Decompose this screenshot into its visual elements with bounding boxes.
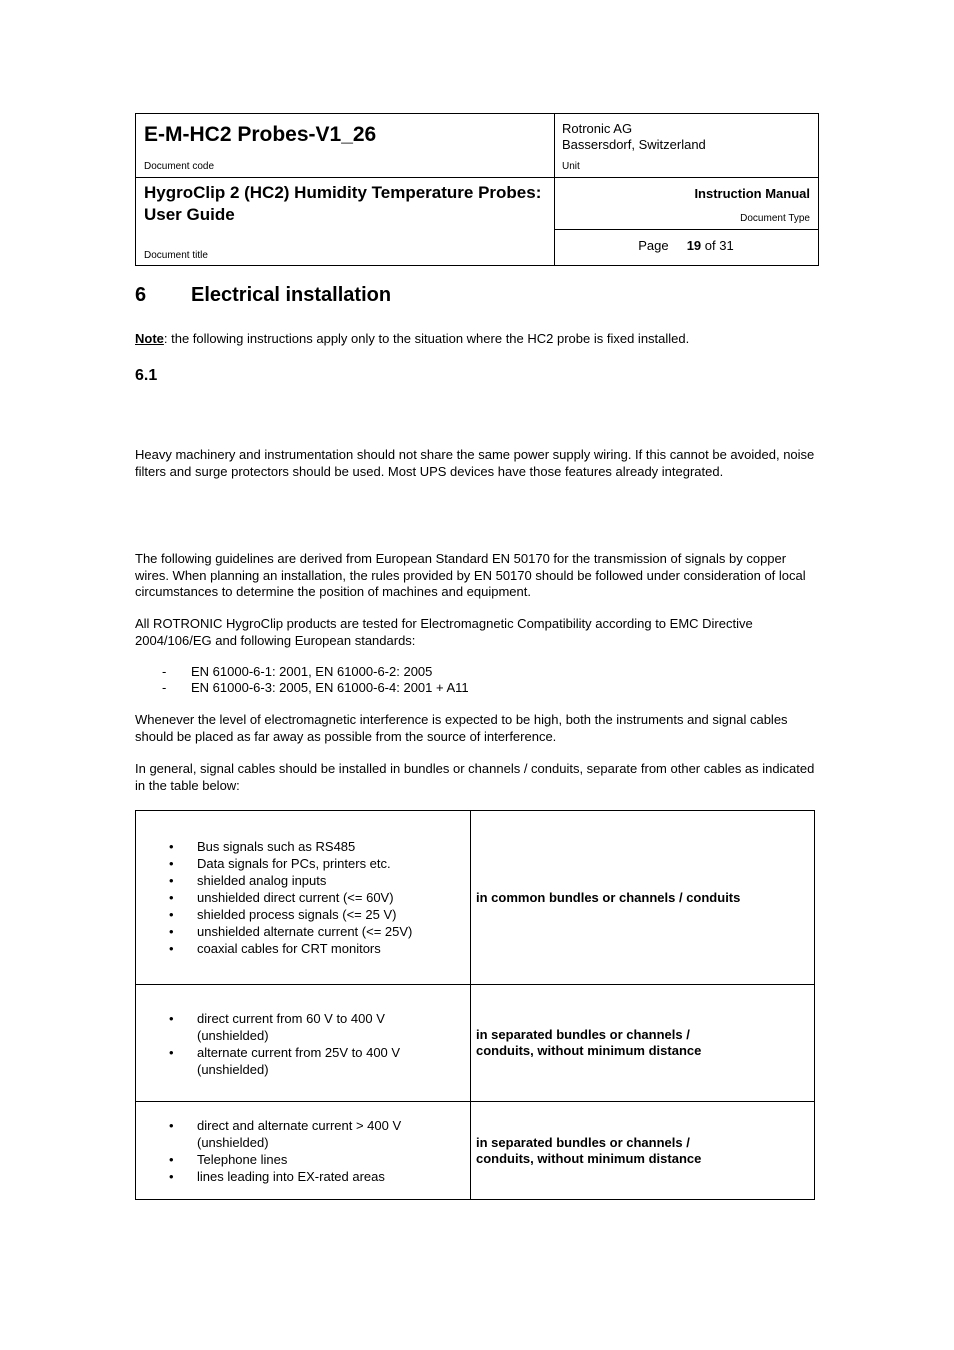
- table-row-1-rule: in common bundles or channels / conduits: [476, 890, 741, 905]
- page-indicator: [554, 238, 818, 253]
- list-item: • unshielded alternate current (<= 25V): [169, 924, 413, 939]
- paragraph-emc-tested: All ROTRONIC HygroClip products are tested for Electromagnetic Compatibility according to EMC Directive 2004/106/EG and following European standards:: [135, 616, 753, 648]
- list-item: • unshielded direct current (<= 60V): [169, 890, 394, 905]
- subsection-number: 6.1: [135, 367, 158, 384]
- table-row-2-items: [136, 1010, 470, 1078]
- section-title: Electrical installation: [191, 284, 392, 306]
- header-divider-right-bottom: [554, 229, 818, 230]
- list-item: • direct and alternate current > 400 V (unshielded): [169, 1118, 402, 1150]
- list-item: • Telephone lines: [169, 1152, 288, 1167]
- list-item: • shielded process signals (<= 25 V): [169, 907, 397, 922]
- document-code-label: Document code: [144, 161, 215, 172]
- list-item: • shielded analog inputs: [169, 873, 327, 888]
- paragraph-en50170: The following guidelines are derived from European Standard EN 50170 for the transmission of signals by copper wires. When planning an installation, the rules provided by EN 50170 should be followed under consideration of local circumstances to determine the position of machines and equipment.: [135, 551, 806, 599]
- table-divider-vertical: [470, 811, 471, 1199]
- document-type: Instruction Manual: [694, 186, 810, 201]
- document-header-table: [135, 113, 819, 266]
- note-text: : the following instructions apply only to the situation where the HC2 probe is fixed installed.: [163, 331, 690, 346]
- list-item: • lines leading into EX-rated areas: [169, 1169, 385, 1184]
- list-item: • alternate current from 25V to 400 V (unshielded): [169, 1045, 401, 1077]
- paragraph-interference: Whenever the level of electromagnetic interference is expected to be high, both the instruments and signal cables should be placed as far away as possible from the source of interference.: [135, 712, 788, 744]
- list-item: - EN 61000-6-3: 2005, EN 61000-6-4: 2001 + A11: [162, 680, 469, 695]
- document-title: HygroClip 2 (HC2) Humidity Temperature Probes: User Guide: [144, 183, 542, 224]
- unit-line-2: Bassersdorf, Switzerland: [562, 137, 706, 152]
- table-divider-row-2: [136, 1101, 814, 1102]
- note-label: Note: [135, 331, 164, 346]
- table-row-3-rule: in separated bundles or channels / conduits, without minimum distance: [476, 1135, 702, 1166]
- header-divider-right-top: [554, 177, 818, 178]
- paragraph-bundles: In general, signal cables should be installed in bundles or channels / conduits, separate from other cables as indicated in the table below:: [135, 761, 815, 793]
- table-divider-row-1: [136, 984, 814, 985]
- page-label: Page: [638, 238, 669, 253]
- document-type-label: Document Type: [740, 213, 810, 224]
- page-number: 19: [686, 238, 702, 253]
- unit-value: [562, 121, 706, 153]
- section-heading: [135, 284, 391, 307]
- unit-line-1: Rotronic AG: [562, 121, 633, 136]
- table-row-1-items: [136, 838, 470, 957]
- page-total: of 31: [704, 238, 734, 253]
- standards-list: [135, 664, 469, 696]
- section-number: 6: [135, 284, 147, 306]
- table-row-2-rule: in separated bundles or channels / conduits, without minimum distance: [476, 1027, 702, 1058]
- note-paragraph: [135, 331, 819, 348]
- header-divider-left: [136, 177, 554, 178]
- list-item: • Bus signals such as RS485: [169, 839, 356, 854]
- table-row-3-items: [136, 1117, 470, 1185]
- unit-label: Unit: [562, 161, 580, 172]
- document-title-label: Document title: [144, 250, 208, 261]
- list-item: • direct current from 60 V to 400 V (unshielded): [169, 1011, 385, 1043]
- document-code: E-M-HC2 Probes-V1_26: [144, 123, 377, 146]
- list-item: • Data signals for PCs, printers etc.: [169, 856, 391, 871]
- cable-separation-table: [135, 810, 815, 1200]
- paragraph-power-supply: Heavy machinery and instrumentation should not share the same power supply wiring. If this cannot be avoided, noise filters and surge protectors should be used. Most UPS devices have those features already integrated.: [135, 447, 815, 479]
- list-item: • coaxial cables for CRT monitors: [169, 941, 381, 956]
- list-item: - EN 61000-6-1: 2001, EN 61000-6-2: 2005: [162, 664, 433, 679]
